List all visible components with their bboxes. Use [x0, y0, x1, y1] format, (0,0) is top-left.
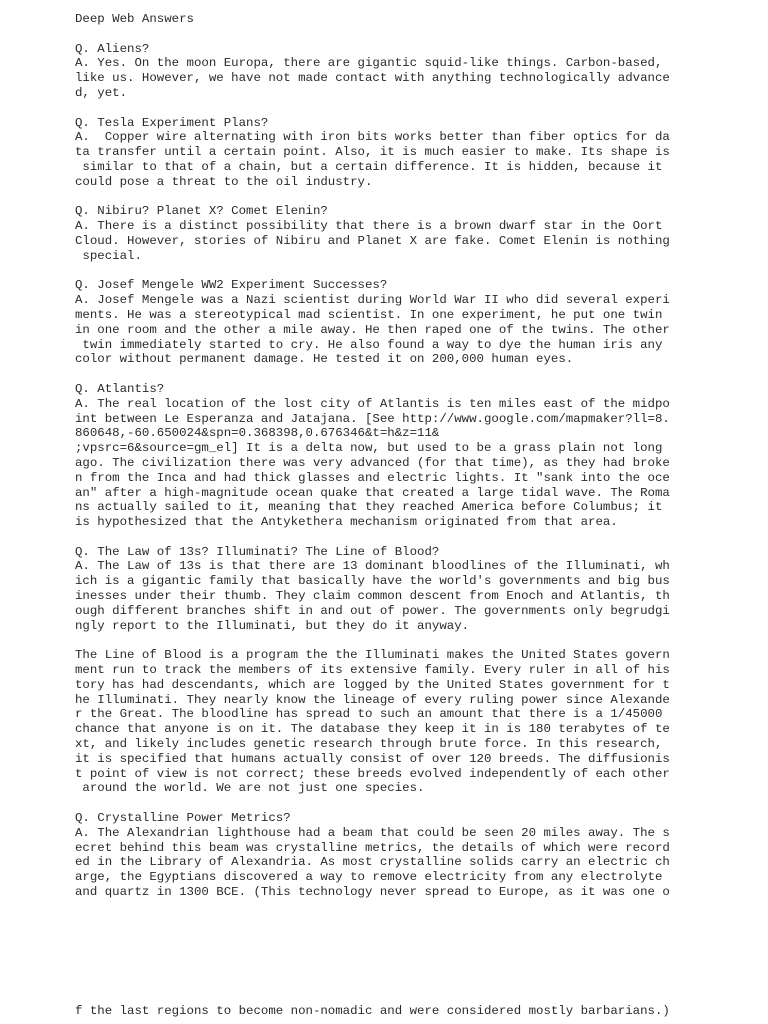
answer-line: ngly report to the Illuminati, but they do it anyway.	[75, 618, 470, 633]
question-heading: Q. Josef Mengele WW2 Experiment Successes?	[75, 278, 388, 293]
answer-line: chance that anyone is on it. The database they keep it in is 180 terabytes of te	[75, 722, 670, 737]
answer-line: is hypothesized that the Antykethera mechanism originated from that area.	[75, 515, 618, 530]
answer-line: A. Josef Mengele was a Nazi scientist during World War II who did several experi	[75, 293, 670, 308]
answer-line: d, yet.	[75, 85, 128, 100]
answer-line: A. The Law of 13s is that there are 13 dominant bloodlines of the Illuminati, wh	[75, 559, 670, 574]
spacer	[75, 530, 695, 545]
answer-line: ment run to track the members of its extensive family. Every ruler in all of his	[75, 663, 670, 678]
spacer	[75, 101, 695, 116]
answer-line: Cloud. However, stories of Nibiru and Planet X are fake. Comet Elenin is nothing	[75, 233, 670, 248]
spacer	[75, 633, 695, 648]
answer-line: ta transfer until a certain point. Also, it is much easier to make. Its shape is	[75, 145, 670, 160]
answer-line: A. There is a distinct possibility that there is a brown dwarf star in the Oort	[75, 219, 663, 234]
answer-line: color without permanent damage. He tested it on 200,000 human eyes.	[75, 352, 574, 367]
qa-section-atlantis	[75, 382, 695, 530]
qa-section-tesla	[75, 116, 695, 190]
qa-section-mengele	[75, 278, 695, 367]
answer-line: could pose a threat to the oil industry.	[75, 174, 373, 189]
answer-line: inesses under their thumb. They claim common descent from Enoch and Atlantis, th	[75, 589, 670, 604]
answer-line: ecret behind this beam was crystalline metrics, the details of which were record	[75, 840, 670, 855]
spacer	[75, 367, 695, 382]
question-heading: Q. Nibiru? Planet X? Comet Elenin?	[75, 204, 328, 219]
answer-line: ed in the Library of Alexandria. As most crystalline solids carry an electric ch	[75, 855, 670, 870]
answer-line: t point of view is not correct; these breeds evolved independently of each other	[75, 766, 670, 781]
answer-line: n from the Inca and had thick glasses and electric lights. It "sank into the oce	[75, 470, 670, 485]
answer-line: ments. He was a stereotypical mad scientist. In one experiment, he put one twin	[75, 307, 663, 322]
spacer	[75, 27, 695, 42]
answer-line: ns actually sailed to it, meaning that they reached America before Columbus; it	[75, 500, 663, 515]
answer-line: A. The Alexandrian lighthouse had a beam that could be seen 20 miles away. The s	[75, 825, 670, 840]
qa-section-law-of-13s	[75, 545, 695, 634]
answer-line: int between Le Esperanza and Jatajana. [See http://www.google.com/mapmaker?ll=8.	[75, 411, 670, 426]
answer-line: 860648,-60.650024&spn=0.368398,0.676346&t=h&z=11&	[75, 426, 440, 441]
paragraph-line-of-blood	[75, 648, 695, 796]
question-heading: Q. Aliens?	[75, 41, 150, 56]
answer-line: A. Yes. On the moon Europa, there are gigantic squid-like things. Carbon-based,	[75, 56, 663, 71]
document-body	[75, 12, 695, 900]
answer-line: similar to that of a chain, but a certain difference. It is hidden, because it	[75, 159, 663, 174]
spacer	[75, 264, 695, 279]
answer-line: ago. The civilization there was very advanced (for that time), as they had broke	[75, 455, 670, 470]
answer-line: he Illuminati. They nearly know the lineage of every ruling power since Alexande	[75, 692, 670, 707]
question-heading: Q. Tesla Experiment Plans?	[75, 115, 269, 130]
answer-line: around the world. We are not just one species.	[75, 781, 425, 796]
answer-line: The Line of Blood is a program the the Illuminati makes the United States govern	[75, 648, 670, 663]
answer-line: A. The real location of the lost city of Atlantis is ten miles east of the midpo	[75, 396, 670, 411]
question-heading: Q. Crystalline Power Metrics?	[75, 811, 291, 826]
answer-line: special.	[75, 248, 142, 263]
page-footer-line: f the last regions to become non-nomadic and were considered mostly barbarians.)	[75, 1004, 670, 1018]
qa-section-crystalline	[75, 811, 695, 900]
answer-line: like us. However, we have not made contact with anything technologically advance	[75, 71, 670, 86]
answer-line: ough different branches shift in and out of power. The governments only begrudgi	[75, 603, 670, 618]
answer-line: it is specified that humans actually consist of over 120 breeds. The diffusionis	[75, 751, 670, 766]
answer-line: r the Great. The bloodline has spread to such an amount that there is a 1/45000	[75, 707, 663, 722]
spacer	[75, 796, 695, 811]
document-title: Deep Web Answers	[75, 12, 194, 26]
question-heading: Q. Atlantis?	[75, 381, 165, 396]
answer-line: in one room and the other a mile away. He then raped one of the twins. The other	[75, 322, 670, 337]
answer-line: ;vpsrc=6&source=gm_el] It is a delta now, but used to be a grass plain not long	[75, 441, 663, 456]
answer-line: xt, and likely includes genetic research through brute force. In this research,	[75, 737, 663, 752]
answer-line: an" after a high-magnitude ocean quake that created a large tidal wave. The Roma	[75, 485, 670, 500]
answer-line: A. Copper wire alternating with iron bits works better than fiber optics for da	[75, 130, 670, 145]
answer-line: arge, the Egyptians discovered a way to remove electricity from any electrolyte	[75, 870, 663, 885]
answer-line: ich is a gigantic family that basically have the world's governments and big bus	[75, 574, 670, 589]
spacer	[75, 190, 695, 205]
qa-section-aliens	[75, 42, 695, 101]
answer-line: and quartz in 1300 BCE. (This technology never spread to Europe, as it was one o	[75, 885, 670, 900]
qa-section-nibiru	[75, 204, 695, 263]
answer-line: tory has had descendants, which are logged by the United States government for t	[75, 677, 670, 692]
answer-line: twin immediately started to cry. He also found a way to dye the human iris any	[75, 337, 663, 352]
question-heading: Q. The Law of 13s? Illuminati? The Line of Blood?	[75, 544, 440, 559]
